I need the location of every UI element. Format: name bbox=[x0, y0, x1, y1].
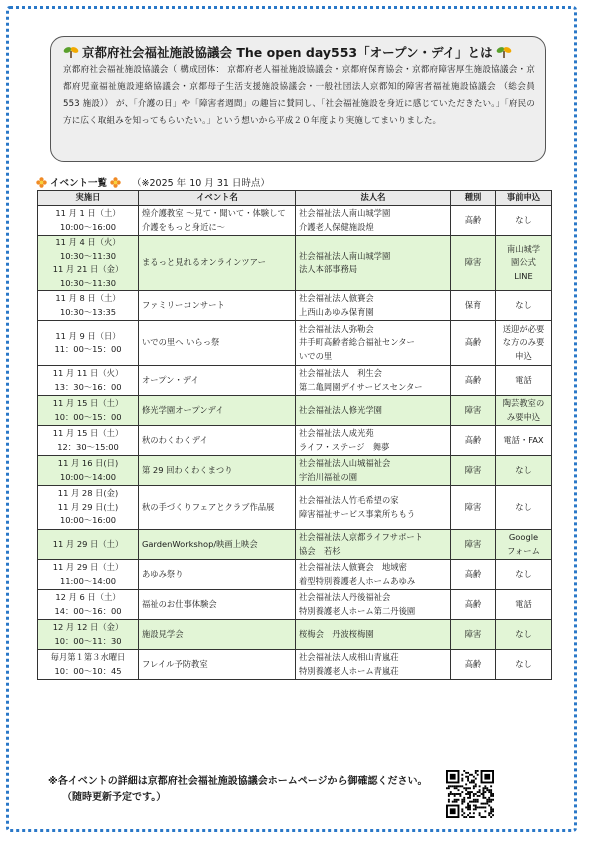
pre-registration: なし bbox=[496, 650, 552, 680]
table-row bbox=[38, 396, 552, 426]
organization-name: 社会福祉法人南山城学園 法人本部事務局 bbox=[296, 236, 451, 291]
event-name: 福祉のお仕事体験会 bbox=[139, 590, 296, 620]
category: 障害 bbox=[451, 236, 496, 291]
category: 高齢 bbox=[451, 366, 496, 396]
intro-title: 京都府社会福祉施設協議会 The open day553「オープン・デイ」とは bbox=[82, 45, 493, 60]
category: 保育 bbox=[451, 291, 496, 321]
table-row bbox=[38, 560, 552, 590]
pre-registration: 南山城学 園公式 LINE bbox=[496, 236, 552, 291]
pre-registration: なし bbox=[496, 206, 552, 236]
organization-name: 社会福祉法人修光学園 bbox=[296, 396, 451, 426]
header-application: 事前申込 bbox=[496, 191, 552, 206]
table-row bbox=[38, 456, 552, 486]
event-name: 第 29 回わくわくまつり bbox=[139, 456, 296, 486]
sprout-icon bbox=[496, 45, 512, 59]
header-date: 実施日 bbox=[38, 191, 139, 206]
event-name: ファミリーコンサート bbox=[139, 291, 296, 321]
category: 障害 bbox=[451, 456, 496, 486]
table-row bbox=[38, 206, 552, 236]
table-row bbox=[38, 486, 552, 530]
event-table bbox=[37, 190, 552, 680]
pre-registration: Google フォーム bbox=[496, 530, 552, 560]
sprout-icon bbox=[63, 45, 79, 59]
footer-line-2: （随時更新予定です。） bbox=[62, 792, 167, 803]
event-name: GardenWorkshop/映画上映会 bbox=[139, 530, 296, 560]
header-org: 法人名 bbox=[296, 191, 451, 206]
organization-name: 社会福祉法人南山城学園 介護老人保健施設煌 bbox=[296, 206, 451, 236]
intro-box bbox=[50, 36, 546, 162]
category: 障害 bbox=[451, 486, 496, 530]
event-date: 11 月 9 日（日） 11：00～15：00 bbox=[38, 321, 139, 366]
category: 高齢 bbox=[451, 560, 496, 590]
organization-name: 社会福祉法人 利生会 第二亀岡園デイサービスセンター bbox=[296, 366, 451, 396]
event-date: 11 月 1 日（土） 10:00～16:00 bbox=[38, 206, 139, 236]
pre-registration: 電話・FAX bbox=[496, 426, 552, 456]
event-name: あゆみ祭り bbox=[139, 560, 296, 590]
category: 障害 bbox=[451, 620, 496, 650]
table-row bbox=[38, 530, 552, 560]
intro-body: 京都府社会福祉施設協議会（ 構成団体： 京都府老人福祉施設協議会・京都府保育協会・京都府障害厚生施設協議会・京都府児童福祉施設連絡協議会・京都母子生活支援施設協議会・一般社団法人京都知的障害者福祉施設協議会 （総会員 553 施設）） が、「介護の日」や「障害者週間」の趣旨に賛同し、「社会福祉施設を身近に感じていただきたい。」「府民の方に広く取組みを知ってもらいたい。」という想いから平成２０年度より実施してまいりました。 bbox=[63, 65, 535, 126]
table-row bbox=[38, 366, 552, 396]
pre-registration: 電話 bbox=[496, 366, 552, 396]
table-row bbox=[38, 620, 552, 650]
category: 障害 bbox=[451, 530, 496, 560]
event-list-title: イベント一覧 bbox=[50, 178, 108, 189]
flower-icon bbox=[36, 177, 47, 188]
pre-registration: 送迎が必要 な方のみ要 申込 bbox=[496, 321, 552, 366]
organization-name: 社会福祉法人山城福祉会 宇治川福祉の園 bbox=[296, 456, 451, 486]
event-name: 秋の手づくりフェアとクラブ作品展 bbox=[139, 486, 296, 530]
pre-registration: なし bbox=[496, 456, 552, 486]
category: 障害 bbox=[451, 396, 496, 426]
event-date: 12 月 12 日（金） 10：00～11：30 bbox=[38, 620, 139, 650]
table-row bbox=[38, 321, 552, 366]
organization-name: 社会福祉法人成相山青嵐荘 特別養護老人ホーム青嵐荘 bbox=[296, 650, 451, 680]
event-name: 煌介護教室 ～見て・聞いて・体験して介護をもっと身近に～ bbox=[139, 206, 296, 236]
event-list-heading bbox=[36, 175, 270, 189]
as-of-date: （※2025 年 10 月 31 日時点） bbox=[132, 178, 270, 189]
pre-registration: 電話 bbox=[496, 590, 552, 620]
table-row bbox=[38, 426, 552, 456]
qr-code[interactable] bbox=[446, 770, 494, 818]
pre-registration: 陶芸教室の み要申込 bbox=[496, 396, 552, 426]
event-date: 11 月 11 日（火） 13：30～16：00 bbox=[38, 366, 139, 396]
event-name: 修光学園オープンデイ bbox=[139, 396, 296, 426]
event-name: フレイル予防教室 bbox=[139, 650, 296, 680]
table-header-row bbox=[38, 191, 552, 206]
event-date: 11 月 29 日（土） bbox=[38, 530, 139, 560]
intro-title-row bbox=[63, 43, 535, 61]
header-event: イベント名 bbox=[139, 191, 296, 206]
pre-registration: なし bbox=[496, 486, 552, 530]
category: 高齢 bbox=[451, 590, 496, 620]
organization-name: 社会福祉法人丹後福祉会 特別養護老人ホーム第二丹後園 bbox=[296, 590, 451, 620]
event-date: 11 月 29 日（土） 11:00～14:00 bbox=[38, 560, 139, 590]
table-row bbox=[38, 291, 552, 321]
footer-note bbox=[48, 774, 428, 806]
category: 高齢 bbox=[451, 650, 496, 680]
organization-name: 社会福祉法人倣賽会 上西山あゆみ保育園 bbox=[296, 291, 451, 321]
table-row bbox=[38, 650, 552, 680]
category: 高齢 bbox=[451, 206, 496, 236]
organization-name: 社会福祉法人成光苑 ライフ・ステージ 舞夢 bbox=[296, 426, 451, 456]
event-name: 施設見学会 bbox=[139, 620, 296, 650]
table-row bbox=[38, 590, 552, 620]
event-name: オープン・デイ bbox=[139, 366, 296, 396]
category: 高齢 bbox=[451, 426, 496, 456]
pre-registration: なし bbox=[496, 291, 552, 321]
header-category: 種別 bbox=[451, 191, 496, 206]
event-date: 11 月 15 日（土） 10：00～15：00 bbox=[38, 396, 139, 426]
event-date: 11 月 15 日（土） 12：30～15:00 bbox=[38, 426, 139, 456]
organization-name: 社会福祉法人竹毛希望の家 障害福祉サービス事業所ちもう bbox=[296, 486, 451, 530]
table-row bbox=[38, 236, 552, 291]
pre-registration: なし bbox=[496, 620, 552, 650]
event-name: 秋のわくわくデイ bbox=[139, 426, 296, 456]
event-date: 11 月 28 日(金) 11 月 29 日(土) 10:00～16:00 bbox=[38, 486, 139, 530]
event-name: いでの里へ いらっ祭 bbox=[139, 321, 296, 366]
organization-name: 社会福祉法人京都ライフサポート 協会 若杉 bbox=[296, 530, 451, 560]
category: 高齢 bbox=[451, 321, 496, 366]
event-name: まるっと見れるオンラインツアー bbox=[139, 236, 296, 291]
event-date: 11 月 16 日(日) 10:00～14:00 bbox=[38, 456, 139, 486]
event-date: 11 月 4 日（火） 10:30～11:30 11 月 21 日（金） 10:30～11:30 bbox=[38, 236, 139, 291]
organization-name: 社会福祉法人倣賽会 地域密 着型特別養護老人ホームあゆみ bbox=[296, 560, 451, 590]
pre-registration: なし bbox=[496, 560, 552, 590]
footer-line-1: ※各イベントの詳細は京都府社会福祉施設協議会ホームページから御確認ください。 bbox=[48, 776, 428, 787]
flower-icon bbox=[110, 177, 121, 188]
event-date: 毎月第１第３水曜日 10：00～10：45 bbox=[38, 650, 139, 680]
organization-name: 社会福祉法人弥勒会 井手町高齢者総合福祉センター いでの里 bbox=[296, 321, 451, 366]
organization-name: 桜梅会 丹波桜梅園 bbox=[296, 620, 451, 650]
event-date: 12 月 6 日（土） 14：00～16：00 bbox=[38, 590, 139, 620]
event-date: 11 月 8 日（土） 10:30～13:35 bbox=[38, 291, 139, 321]
